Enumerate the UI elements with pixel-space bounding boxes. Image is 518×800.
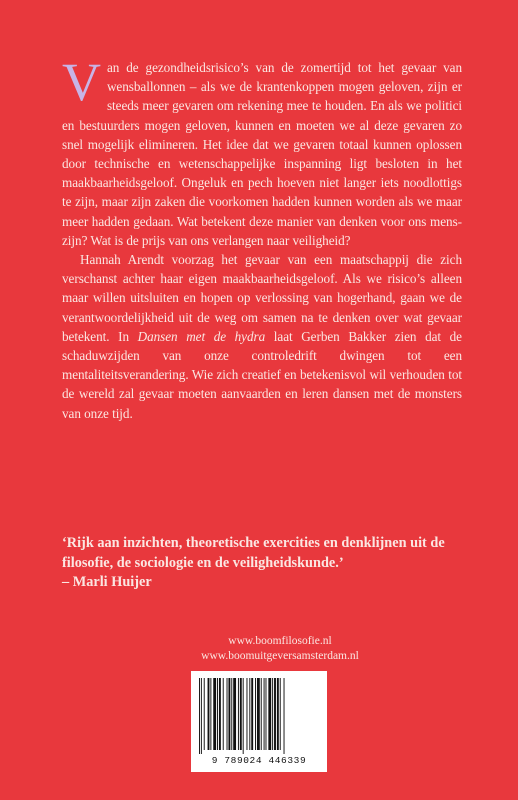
barcode-bar <box>210 678 211 750</box>
barcode-bar <box>238 678 239 750</box>
quote-text: ‘Rijk aan inzichten, theoretische exercities en denklijnen uit de filosofie, de sociologie en de veiligheidskunde.’ <box>62 535 445 571</box>
barcode-bar <box>240 678 242 750</box>
barcode-bar <box>228 678 230 750</box>
barcode-bar <box>201 678 202 754</box>
barcode-bar <box>251 678 253 750</box>
barcode-bar <box>277 678 279 750</box>
barcode-bar <box>268 678 271 750</box>
barcode-bar <box>208 678 210 750</box>
url-1[interactable]: www.boomfilosofie.nl <box>228 635 332 647</box>
review-quote <box>62 534 482 593</box>
barcode-bar <box>280 678 281 750</box>
drop-cap: V <box>62 52 101 112</box>
barcode-bar <box>233 678 236 750</box>
barcode-bar <box>249 678 250 750</box>
barcode-bar <box>243 678 244 754</box>
blurb-text <box>62 52 462 423</box>
barcode-bar <box>223 678 224 750</box>
quote-attribution: – Marli Huijer <box>62 574 152 590</box>
barcode-bar <box>257 678 260 750</box>
barcode-bar <box>227 678 228 750</box>
barcode-bar <box>213 678 216 750</box>
barcode-bar <box>231 678 232 750</box>
barcode-bar <box>261 678 262 750</box>
barcode-bar <box>284 678 285 754</box>
url-2[interactable]: www.boomuitgeversamsterdam.nl <box>201 649 359 662</box>
paragraph-2-text-b: laat Gerben Bakker zien dat de schaduwzijden van onze controledrift dwingen tot een mentaliteitsverandering. Wie zich creatief en betekenisvol wil verhouden tot de wereld zal gevaar moeten aanvaarden en leren dansen met de monsters van onze tijd. <box>62 328 462 421</box>
isbn-barcode <box>191 671 327 772</box>
book-title-italic: Dansen met de hydra <box>137 328 266 344</box>
publisher-urls <box>160 634 400 663</box>
barcode-bar <box>217 678 218 750</box>
barcode-bar <box>204 678 205 750</box>
barcode-bar <box>266 678 267 750</box>
barcode-bar <box>199 678 200 754</box>
barcode-bars <box>199 678 319 754</box>
paragraph-1-text: an de gezondheidsrisico’s van de zomertijd tot het gevaar van wensballonnen – als we de krantenkoppen mogen geloven, zijn er steeds meer gevaren om rekening mee te houden. En als we politici en bestuurders mogen geloven, kunnen en moeten we al deze gevaren zo snel mogelijk elimineren. Het idee dat we gevaren totaal kunnen oplossen door technische en wetenschappelijke inspanning ligt besloten in het maakbaarheidsgeloof. Ongeluk en pech hoeven niet langer iets noodlottigs te zijn, maar zijn zaken die voorkomen hadden kunnen worden als we maar meer hadden gedaan. Wat betekent deze manier van denken voor ons mens-zijn? Wat is de prijs van ons verlangen naar veiligheid? <box>62 60 462 248</box>
barcode-bar <box>272 678 273 750</box>
barcode-bar <box>264 678 265 750</box>
paragraph-2-text-a: Hannah Arendt voorzag het gevaar van een maatschappij die zich verschanst achter haar eigen maakbaarheidsgeloof. Als we risico’s alleen maar willen uitsluiten en hopen op verlossing van hogerhand, gaan we de verantwoordelijkheid uit de weg om samen na te denken over wat gevaar betekent. In <box>62 252 462 344</box>
paragraph-2 <box>62 250 462 423</box>
paragraph-1 <box>62 52 462 250</box>
barcode-bar <box>274 678 276 750</box>
barcode-bar <box>255 678 256 750</box>
isbn-number: 9 789024 446339 <box>211 755 307 766</box>
barcode-bar <box>219 678 221 750</box>
barcode-bar <box>247 678 248 750</box>
